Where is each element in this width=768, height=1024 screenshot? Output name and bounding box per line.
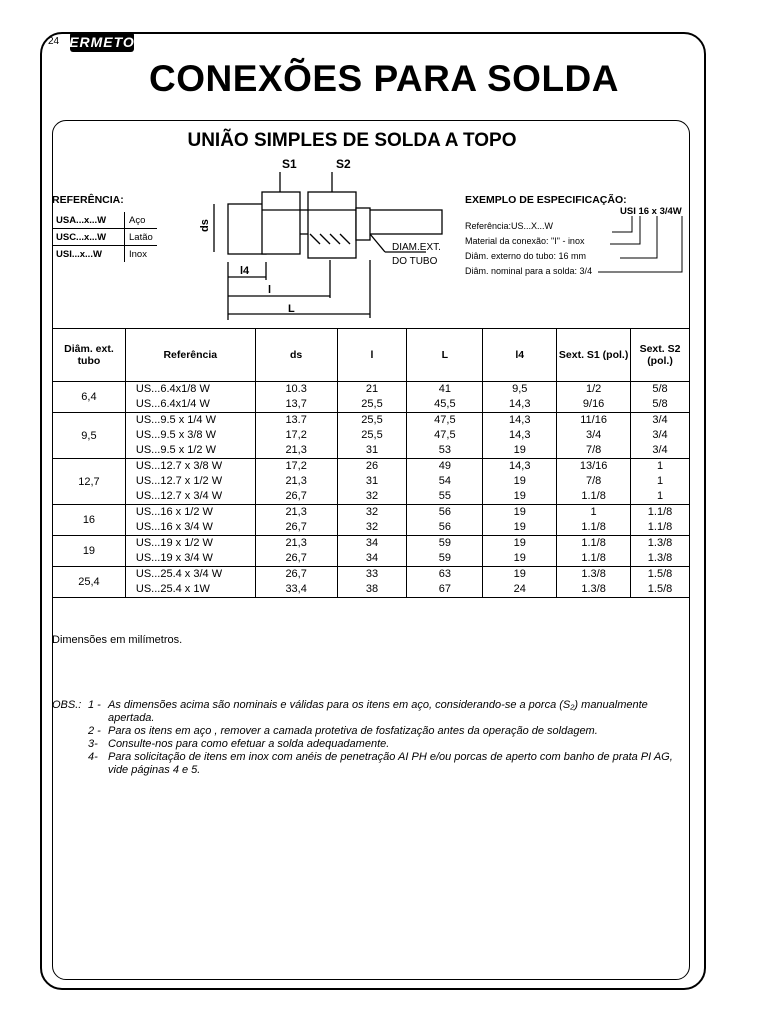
cell-l4-value: 19 xyxy=(513,552,526,564)
cell-referencia xyxy=(125,413,255,459)
cell-L-value: 41 xyxy=(438,383,451,395)
cell-referencia xyxy=(125,382,255,413)
cell-L-value: 45,5 xyxy=(434,398,456,410)
cell-l4 xyxy=(483,459,557,505)
cell-l4-value: 19 xyxy=(513,537,526,549)
cell-s2-value: 5/8 xyxy=(652,383,668,395)
referencia-row xyxy=(52,229,157,246)
referencia-heading: REFERÊNCIA: xyxy=(52,194,124,206)
cell-l4 xyxy=(483,413,557,459)
cell-referencia-value: US...12.7 x 3/4 W xyxy=(135,490,223,502)
drawing-label-L: L xyxy=(288,303,295,315)
cell-s2-value: 1.1/8 xyxy=(647,521,673,533)
referencia-material: Aço xyxy=(129,214,146,226)
cell-s2 xyxy=(631,536,690,567)
cell-l-value: 25,5 xyxy=(361,414,383,426)
cell-s1 xyxy=(557,382,631,413)
cell-ds xyxy=(255,382,337,413)
cell-l4-value: 19 xyxy=(513,490,526,502)
obs-text: Consulte-nos para como efetuar a solda adequadamente. xyxy=(108,738,390,750)
cell-s2-value: 1.5/8 xyxy=(647,583,673,595)
cell-l xyxy=(337,382,407,413)
cell-ds xyxy=(255,567,337,598)
cell-l-value: 25,5 xyxy=(361,398,383,410)
cell-s2 xyxy=(631,382,690,413)
cell-s1-value: 1.3/8 xyxy=(581,583,606,595)
cell-referencia-value: US...9.5 x 3/8 W xyxy=(135,429,216,441)
brand-logo: ERMETO xyxy=(69,34,135,50)
cell-l4-value: 24 xyxy=(513,583,526,595)
page-title: CONEXÕES PARA SOLDA xyxy=(149,58,619,99)
cell-s1-value: 1.1/8 xyxy=(581,537,606,549)
cell-s1-value: 1.3/8 xyxy=(581,568,606,580)
cell-l4 xyxy=(483,382,557,413)
cell-L-value: 56 xyxy=(438,506,451,518)
cell-s2-value: 1.3/8 xyxy=(647,537,673,549)
table-body xyxy=(53,382,690,598)
cell-referencia-value: US...25.4 x 3/4 W xyxy=(135,568,223,580)
cell-l xyxy=(337,567,407,598)
obs-text: Para os itens em aço , remover a camada protetiva de fosfatização antes da operação de soldagem. xyxy=(108,725,598,737)
cell-L xyxy=(407,459,483,505)
section-subtitle: UNIÃO SIMPLES DE SOLDA A TOPO xyxy=(187,130,517,151)
col-header-L: L xyxy=(407,329,483,382)
table-header-row xyxy=(53,329,690,382)
cell-s1 xyxy=(557,505,631,536)
obs-item xyxy=(52,699,692,725)
drawing-label-ds: ds xyxy=(199,219,211,232)
cell-L-value: 54 xyxy=(438,475,451,487)
cell-l4-value: 14,3 xyxy=(509,429,531,441)
cell-L xyxy=(407,413,483,459)
cell-referencia xyxy=(125,536,255,567)
cell-l xyxy=(337,459,407,505)
cell-referencia-value: US...6.4x1/4 W xyxy=(135,398,210,410)
cell-s1-value: 11/16 xyxy=(580,414,607,426)
obs-item xyxy=(52,738,692,751)
dimensions-table xyxy=(52,328,690,598)
exemplo-heading: EXEMPLO DE ESPECIFICAÇÃO: xyxy=(465,194,627,206)
col-header-l: l xyxy=(337,329,407,382)
cell-l-value: 34 xyxy=(365,552,379,564)
obs-number: 4- xyxy=(88,751,98,763)
cell-l-value: 32 xyxy=(365,506,379,518)
cell-s1 xyxy=(557,536,631,567)
obs-number: 3- xyxy=(88,738,98,750)
cell-l-value: 32 xyxy=(365,521,379,533)
cell-ds-value: 26,7 xyxy=(285,568,307,580)
cell-referencia-value: US...16 x 1/2 W xyxy=(135,506,213,518)
cell-ds-value: 26,7 xyxy=(285,552,307,564)
obs-item xyxy=(52,725,692,738)
cell-referencia xyxy=(125,459,255,505)
cell-l4-value: 14,3 xyxy=(509,414,531,426)
table-row xyxy=(53,413,690,459)
cell-L-value: 49 xyxy=(438,460,451,472)
cell-L xyxy=(407,382,483,413)
col-header-referencia: Referência xyxy=(125,329,255,382)
drawing-label-do-tubo: DO TUBO xyxy=(392,256,438,267)
page-number: 24 xyxy=(48,36,60,47)
col-header-l4: l4 xyxy=(483,329,557,382)
cell-referencia-value: US...25.4 x 1W xyxy=(135,583,210,595)
cell-diam: 12,7 xyxy=(53,459,126,505)
cell-ds-value: 26,7 xyxy=(285,521,307,533)
obs-text: Para solicitação de itens em inox com anéis de penetração AI PH e/ou porcas de aperto com banho de prata PI AG, vide páginas 4 e 5. xyxy=(108,751,673,776)
cell-s2-value: 3/4 xyxy=(652,429,668,441)
cell-l4 xyxy=(483,567,557,598)
cell-referencia-value: US...9.5 x 1/2 W xyxy=(135,444,216,456)
exemplo-line: Referência:US...X...W xyxy=(465,221,554,231)
cell-ds-value: 21,3 xyxy=(285,506,307,518)
referencia-row xyxy=(52,246,157,263)
cell-l xyxy=(337,413,407,459)
referencia-material: Latão xyxy=(125,229,157,246)
exemplo-line: Diâm. nominal para a solda: 3/4 xyxy=(465,266,593,276)
obs-number: 2 - xyxy=(88,725,101,737)
cell-ds-value: 33,4 xyxy=(285,583,307,595)
cell-l4-value: 19 xyxy=(513,475,526,487)
cell-s1 xyxy=(557,567,631,598)
referencia-table xyxy=(52,212,157,262)
cell-L-value: 59 xyxy=(438,552,451,564)
col-header-s1: Sext. S1 (pol.) xyxy=(557,329,631,382)
cell-s2 xyxy=(631,459,690,505)
cell-s2-value: 3/4 xyxy=(652,414,668,426)
cell-ds xyxy=(255,505,337,536)
table-row xyxy=(53,459,690,505)
cell-L-value: 63 xyxy=(438,568,451,580)
cell-ds-value: 21,3 xyxy=(285,537,307,549)
drawing-label-s1: S1 xyxy=(282,157,297,171)
cell-s2 xyxy=(631,567,690,598)
cell-s1-value: 3/4 xyxy=(585,429,602,441)
referencia-code: USA...x...W xyxy=(52,212,125,229)
cell-s2-value: 1.1/8 xyxy=(647,506,673,518)
cell-s1-value: 1.1/8 xyxy=(581,521,606,533)
cell-l-value: 33 xyxy=(365,568,379,580)
cell-diam: 16 xyxy=(53,505,126,536)
cell-ds xyxy=(255,536,337,567)
cell-referencia-value: US...9.5 x 1/4 W xyxy=(135,414,216,426)
cell-l-value: 38 xyxy=(365,583,379,595)
exemplo-line: Material da conexão: "I" - inox xyxy=(465,236,585,246)
cell-L-value: 47,5 xyxy=(434,429,456,441)
cell-referencia-value: US...6.4x1/8 W xyxy=(135,383,210,395)
cell-s1-value: 1 xyxy=(590,506,597,518)
cell-l-value: 31 xyxy=(365,444,379,456)
units-note: Dimensões em milímetros. xyxy=(52,634,183,646)
cell-L xyxy=(407,505,483,536)
cell-l4-value: 14,3 xyxy=(509,460,531,472)
cell-referencia-value: US...16 x 3/4 W xyxy=(135,521,213,533)
table-row xyxy=(53,567,690,598)
obs-text: As dimensões acima são nominais e válidas para os itens em aço, considerando-se a porca (S₂) manualmente apertada. xyxy=(108,699,648,724)
cell-l-value: 21 xyxy=(365,383,379,395)
cell-s1 xyxy=(557,459,631,505)
cell-L-value: 59 xyxy=(438,537,451,549)
cell-L-value: 56 xyxy=(438,521,451,533)
cell-l-value: 26 xyxy=(365,460,379,472)
cell-l4 xyxy=(483,536,557,567)
cell-s1-value: 1/2 xyxy=(585,383,602,395)
cell-ds-value: 13.7 xyxy=(285,414,307,426)
referencia-material: Inox xyxy=(125,246,157,263)
cell-l4-value: 9,5 xyxy=(512,383,528,395)
obs-number: 1 - xyxy=(88,699,101,711)
cell-s1-value: 7/8 xyxy=(585,475,602,487)
table-row xyxy=(53,505,690,536)
col-header-ds: ds xyxy=(255,329,337,382)
cell-s1-value: 1.1/8 xyxy=(581,490,606,502)
cell-l4-value: 14,3 xyxy=(509,398,531,410)
col-header-diam: Diâm. ext. tubo xyxy=(53,329,126,382)
cell-ds-value: 21,3 xyxy=(285,444,307,456)
col-header-s2: Sext. S2 (pol.) xyxy=(631,329,690,382)
table-row xyxy=(53,382,690,413)
union-drawing xyxy=(180,152,460,322)
drawing-label-diam-ext: DIAM.EXT. xyxy=(392,242,441,253)
drawing-label-l: l xyxy=(268,284,272,296)
cell-referencia-value: US...12.7 x 1/2 W xyxy=(135,475,223,487)
cell-referencia xyxy=(125,567,255,598)
exemplo-code: USI 16 x 3/4W xyxy=(620,206,682,217)
cell-l4-value: 19 xyxy=(513,506,526,518)
cell-s2-value: 5/8 xyxy=(652,398,668,410)
referencia-code: USC...x...W xyxy=(52,229,125,246)
cell-l4-value: 19 xyxy=(513,444,526,456)
cell-L-value: 55 xyxy=(438,490,451,502)
table-row xyxy=(53,536,690,567)
cell-l4-value: 19 xyxy=(513,521,526,533)
cell-referencia xyxy=(125,505,255,536)
obs-item xyxy=(52,751,692,777)
cell-s2-value: 1 xyxy=(656,490,664,502)
cell-ds-value: 17,2 xyxy=(285,460,307,472)
cell-referencia-value: US...19 x 1/2 W xyxy=(135,537,213,549)
cell-s1-value: 7/8 xyxy=(585,444,602,456)
cell-ds xyxy=(255,459,337,505)
referencia-row xyxy=(52,212,157,229)
exemplo-line: Diâm. externo do tubo: 16 mm xyxy=(465,251,587,261)
cell-s2-value: 1 xyxy=(656,475,664,487)
cell-L-value: 47,5 xyxy=(434,414,456,426)
cell-s2 xyxy=(631,413,690,459)
cell-l xyxy=(337,536,407,567)
cell-l4-value: 19 xyxy=(513,568,526,580)
cell-ds-value: 17,2 xyxy=(285,429,307,441)
cell-s1-value: 9/16 xyxy=(582,398,605,410)
drawing-label-s2: S2 xyxy=(336,157,351,171)
cell-s2-value: 1 xyxy=(656,460,664,472)
cell-l-value: 32 xyxy=(365,490,379,502)
referencia-code: USI...x...W xyxy=(52,246,125,263)
drawing-label-l4: l4 xyxy=(240,265,250,277)
cell-s2-value: 1.3/8 xyxy=(647,552,673,564)
cell-s2-value: 1.5/8 xyxy=(647,568,673,580)
cell-l4 xyxy=(483,505,557,536)
cell-ds xyxy=(255,413,337,459)
obs-label: OBS.: xyxy=(52,699,82,711)
cell-diam: 25,4 xyxy=(53,567,126,598)
cell-s2-value: 3/4 xyxy=(652,444,668,456)
cell-diam: 19 xyxy=(53,536,126,567)
cell-ds-value: 13,7 xyxy=(285,398,307,410)
cell-L-value: 53 xyxy=(438,444,451,456)
cell-ds-value: 21,3 xyxy=(285,475,307,487)
cell-l-value: 25,5 xyxy=(361,429,383,441)
cell-s1-value: 1.1/8 xyxy=(581,552,606,564)
cell-L xyxy=(407,536,483,567)
cell-s1-value: 13/16 xyxy=(579,460,608,472)
cell-ds-value: 10.3 xyxy=(285,383,307,395)
cell-L-value: 67 xyxy=(438,583,451,595)
observations xyxy=(52,699,692,777)
cell-l-value: 34 xyxy=(365,537,379,549)
cell-L xyxy=(407,567,483,598)
cell-l xyxy=(337,505,407,536)
cell-ds-value: 26,7 xyxy=(285,490,307,502)
cell-s1 xyxy=(557,413,631,459)
cell-diam: 9,5 xyxy=(53,413,126,459)
cell-l-value: 31 xyxy=(365,475,379,487)
cell-s2 xyxy=(631,505,690,536)
exemplo-leader-lines xyxy=(590,214,700,276)
cell-diam: 6,4 xyxy=(53,382,126,413)
cell-referencia-value: US...12.7 x 3/8 W xyxy=(135,460,223,472)
cell-referencia-value: US...19 x 3/4 W xyxy=(135,552,213,564)
